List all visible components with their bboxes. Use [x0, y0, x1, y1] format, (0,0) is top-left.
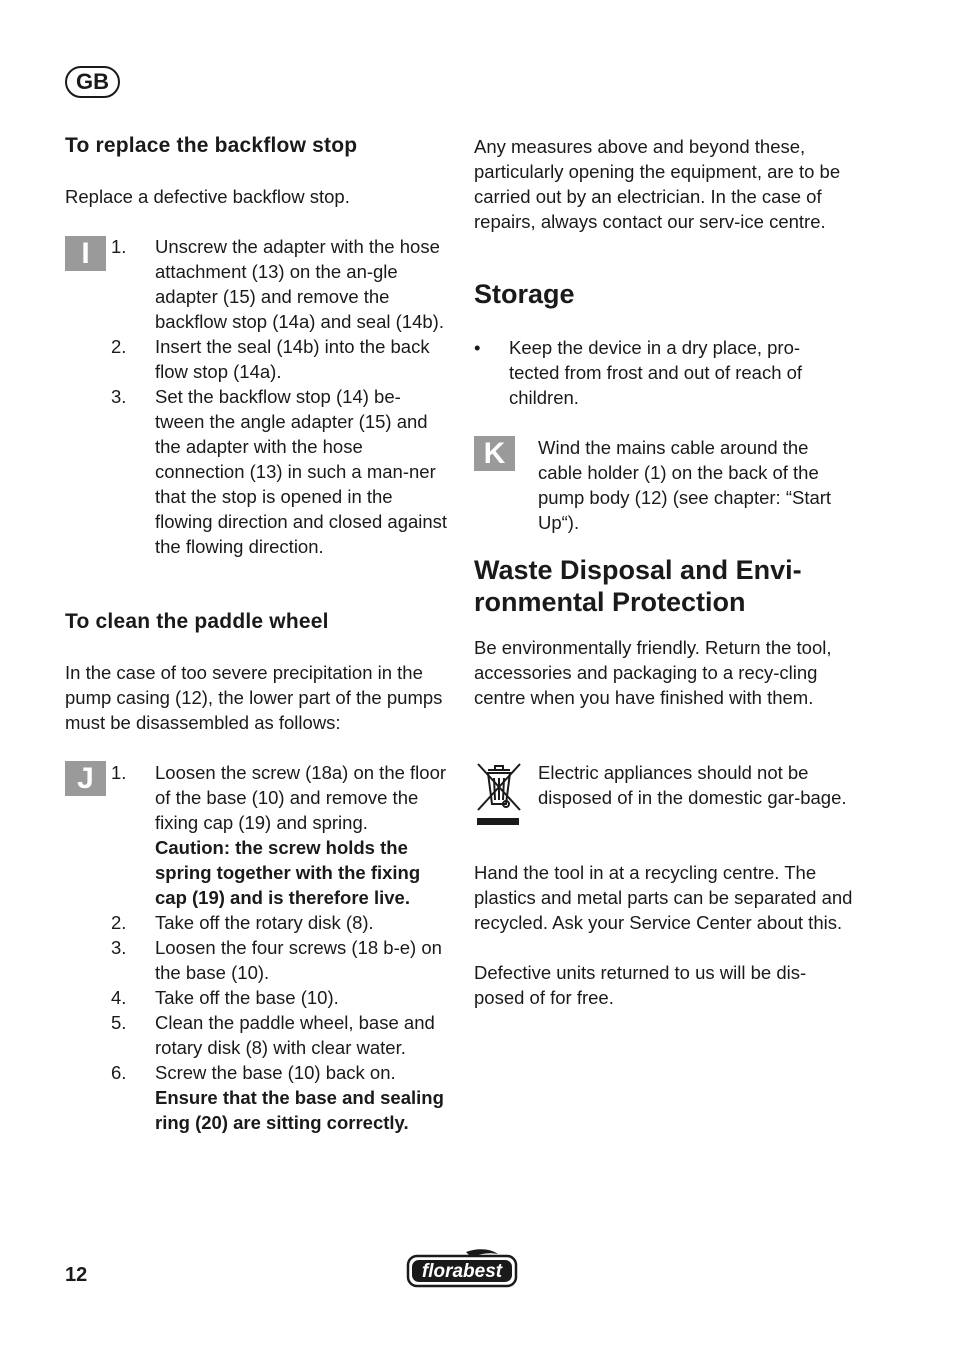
storage-bullet-item [474, 335, 854, 410]
list-item [65, 234, 449, 334]
cable-storage-text: Wind the mains cable around the cable holder (1) on the back of the pump body (12) (see chapter: “Start Up“). [538, 437, 832, 533]
backflow-intro: Replace a defective backflow stop. [65, 186, 350, 207]
bullet-icon: • [474, 337, 481, 358]
step-number: 1. [111, 762, 127, 783]
step-warning: Caution: the screw holds the spring together with the fixing cap (19) and is therefore live. [155, 837, 421, 908]
list-item [65, 384, 449, 559]
figure-marker-k: K [474, 436, 515, 471]
list-item [65, 910, 449, 935]
appliance-disposal-text: Electric appliances should not be disposed of in the domestic gar-bage. [538, 762, 847, 808]
list-item [65, 935, 449, 985]
step-number: 2. [111, 336, 127, 357]
list-item [65, 1060, 449, 1135]
step-text: Take off the base (10). [155, 987, 339, 1008]
step-number: 5. [111, 1012, 127, 1033]
florabest-logo [406, 1248, 518, 1288]
logo-wordmark: florabest [421, 1261, 503, 1282]
list-item [65, 334, 449, 384]
figure-marker-i: I [65, 236, 106, 271]
list-item [65, 760, 449, 910]
step-text: Unscrew the adapter with the hose attachment (13) on the an-gle adapter (15) and remove the backflow stop (14a) and seal (14b). [155, 236, 444, 332]
recycling-text: Hand the tool in at a recycling centre. The plastics and metal parts can be separated and recycled. Ask your Service Center about this. [474, 862, 853, 933]
step-number: 3. [111, 386, 127, 407]
backflow-heading: To replace the backflow stop [65, 134, 358, 157]
paddle-heading: To clean the paddle wheel [65, 610, 329, 633]
step-warning: Ensure that the base and sealing ring (20) are sitting correctly. [155, 1087, 444, 1133]
paddle-steps-list [65, 760, 449, 1135]
step-text: Set the backflow stop (14) be-tween the angle adapter (15) and the adapter with the hose connection (13) in such a man-ner that the stop is opened in the flowing direction and closed against the flowing direction. [155, 386, 448, 557]
figure-marker-j: J [65, 761, 106, 796]
list-item [65, 1010, 449, 1060]
step-number: 3. [111, 937, 127, 958]
waste-heading-line1: Waste Disposal and Envi- [474, 555, 802, 585]
step-text: Insert the seal (14b) into the back flow stop (14a). [155, 336, 430, 382]
waste-heading-line2: ronmental Protection [474, 587, 746, 617]
step-text: Take off the rotary disk (8). [155, 912, 374, 933]
defective-units-text: Defective units returned to us will be dis-posed of for free. [474, 962, 807, 1008]
paddle-intro: In the case of too severe precipitation in the pump casing (12), the lower part of the pumps must be disassembled as follows: [65, 662, 443, 733]
storage-heading: Storage [474, 279, 575, 309]
step-text: Loosen the four screws (18 b-e) on the base (10). [155, 937, 442, 983]
language-badge: GB [65, 66, 120, 98]
page-number: 12 [65, 1264, 88, 1286]
step-number: 1. [111, 236, 127, 257]
step-text: Loosen the screw (18a) on the floor of the base (10) and remove the fixing cap (19) and spring. [155, 762, 447, 833]
list-item [65, 985, 449, 1010]
electrician-note: Any measures above and beyond these, particularly opening the equipment, are to be carried out by an electrician. In the case of repairs, always contact our serv-ice centre. [474, 136, 841, 232]
step-number: 6. [111, 1062, 127, 1083]
step-text: Screw the base (10) back on. [155, 1062, 396, 1083]
step-number: 4. [111, 987, 127, 1008]
backflow-steps-list [65, 234, 449, 559]
storage-bullet-text: Keep the device in a dry place, pro-tected from frost and out of reach of children. [509, 337, 803, 408]
step-number: 2. [111, 912, 127, 933]
step-text: Clean the paddle wheel, base and rotary disk (8) with clear water. [155, 1012, 435, 1058]
crossed-bin-icon [474, 760, 524, 828]
waste-intro: Be environmentally friendly. Return the tool, accessories and packaging to a recy-cling centre when you have finished with them. [474, 637, 832, 708]
